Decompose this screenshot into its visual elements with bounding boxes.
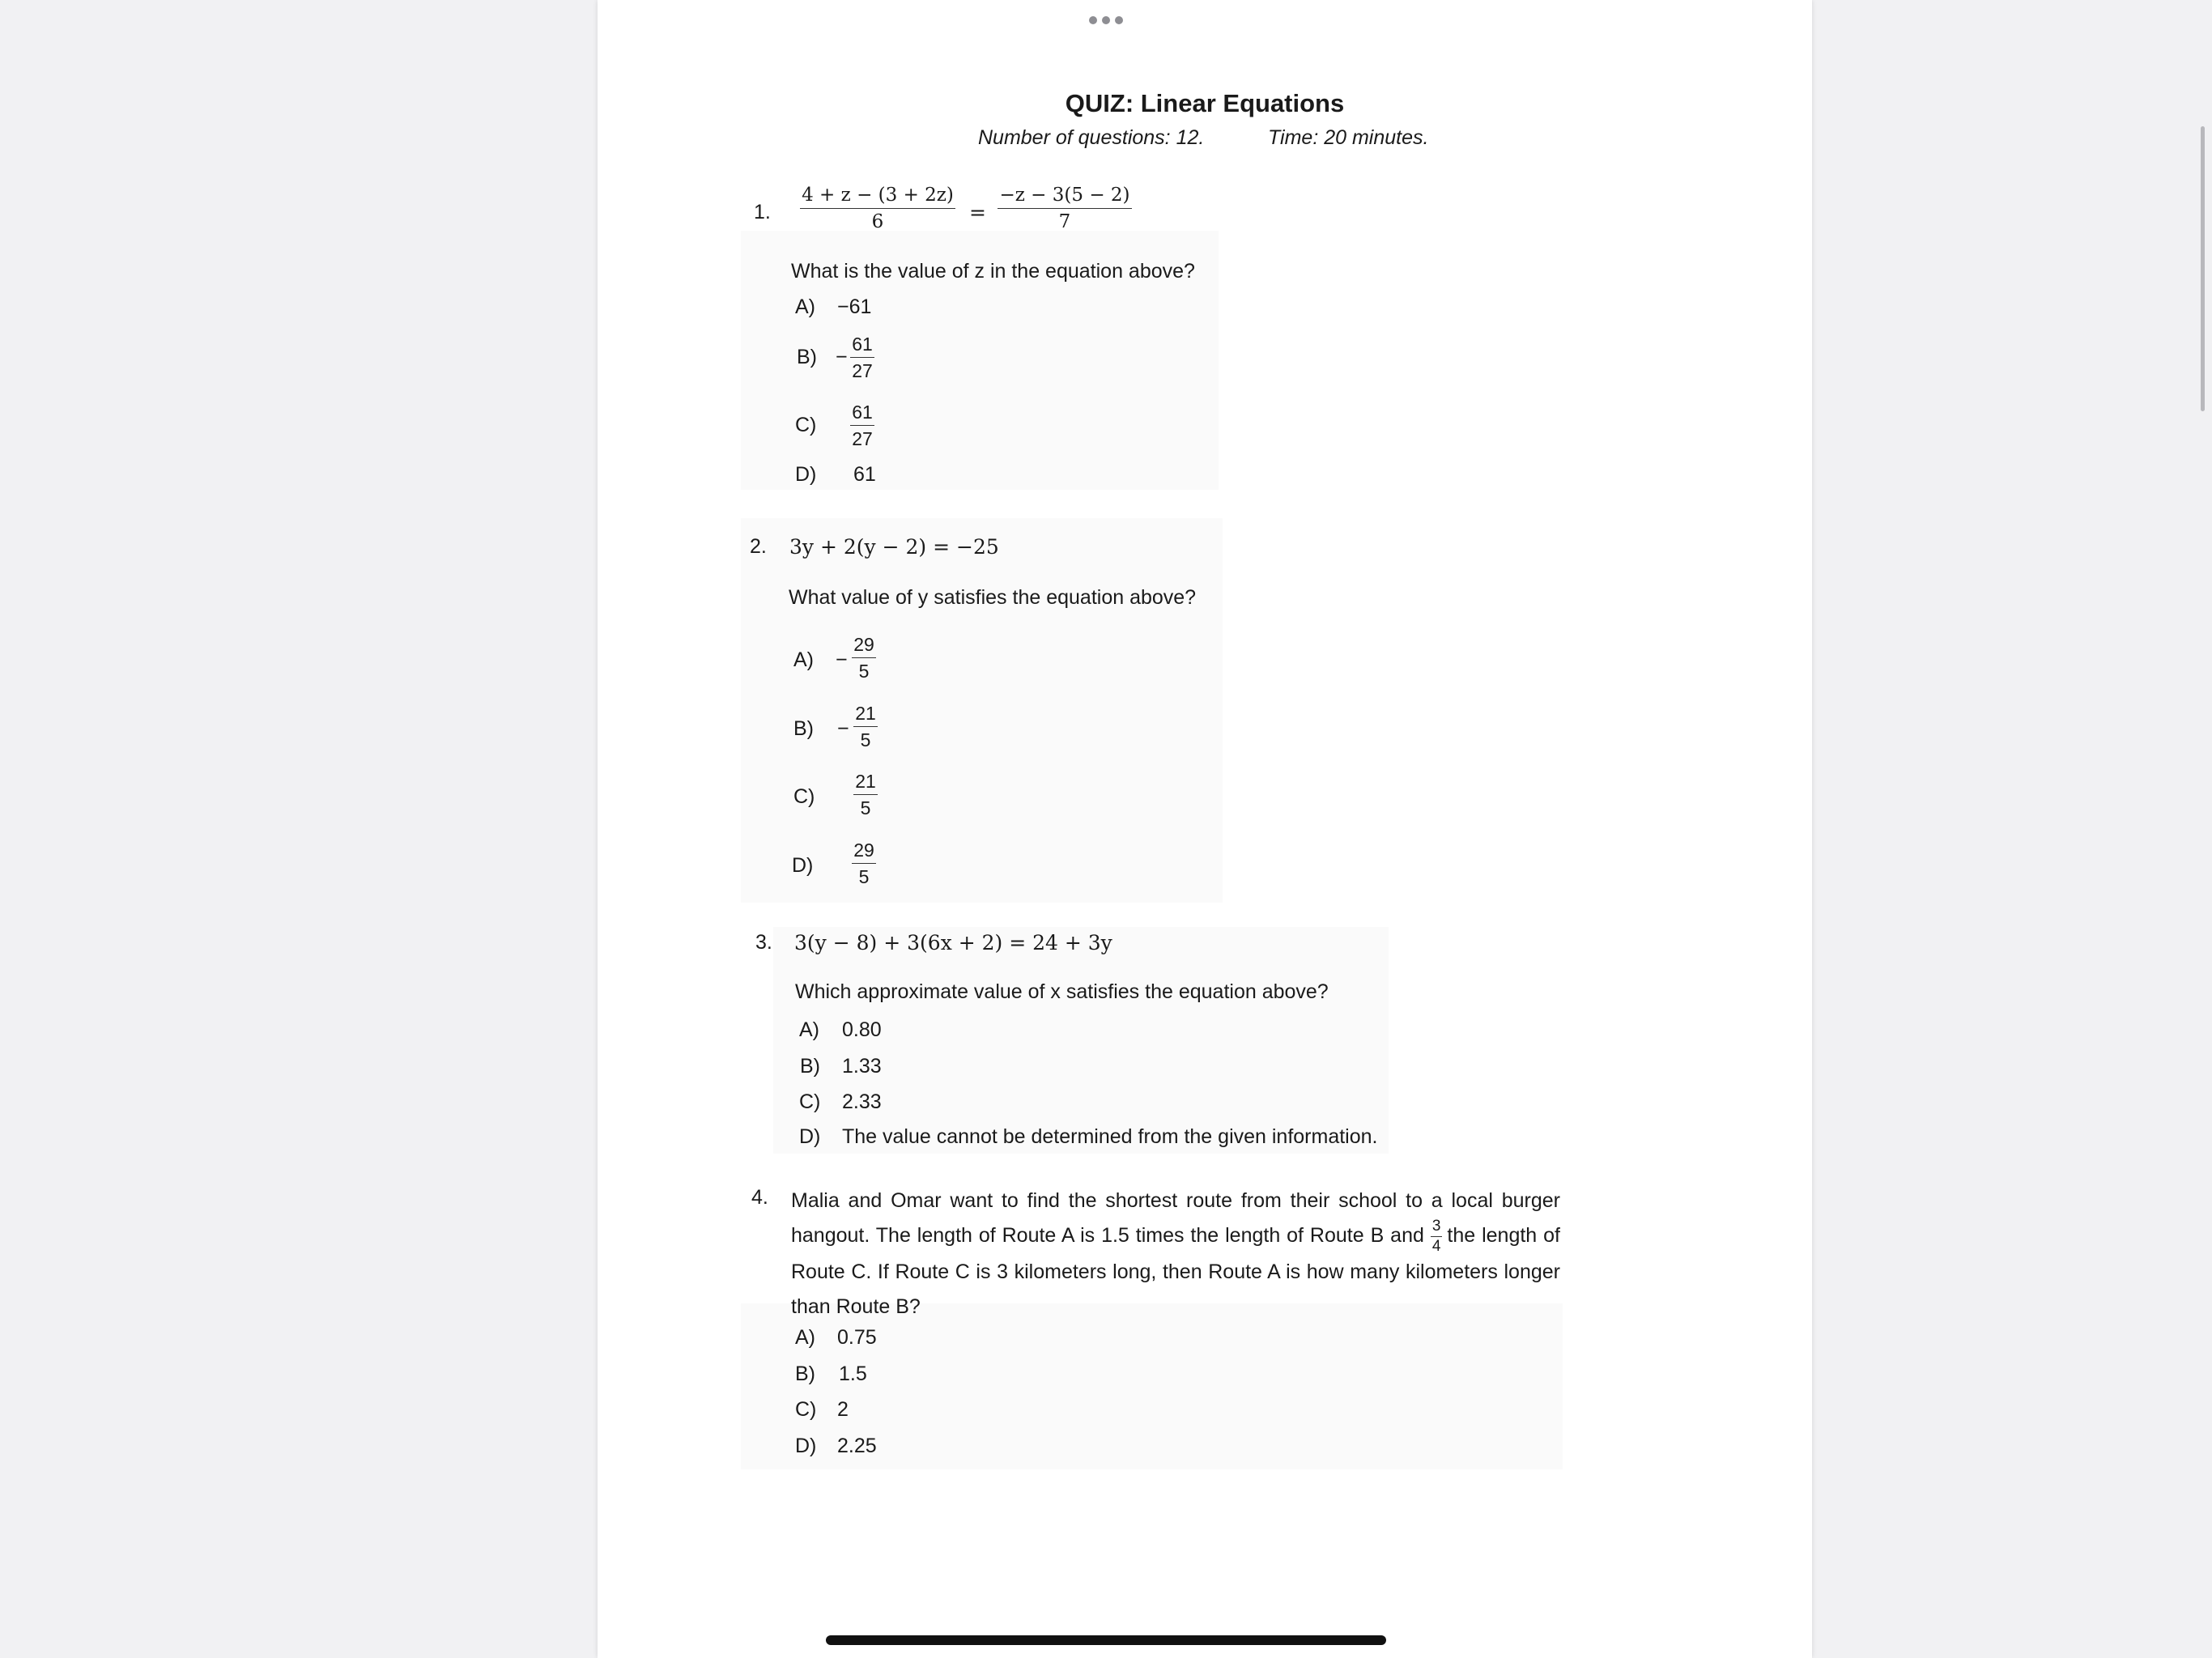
q1-choice-c-denominator: 27 [852,428,873,450]
q1-choice-a-label: A) [795,295,815,318]
q4-paragraph [791,1184,1560,1324]
q1-choice-b-numerator: 61 [850,334,874,358]
q1-choice-d-label: D) [795,463,817,486]
q2-choice-a-fraction [850,634,878,682]
q4-text-part2: the length of Route C. If Route C is 3 kilometers long, then Route A is how many kilometers longer than Route B? [791,1224,1560,1318]
q2-choice-d-fraction [850,840,878,888]
q3-choice-d-value: The value cannot be determined from the given information. [842,1125,1378,1148]
question-count: Number of questions: 12. [978,126,1205,149]
ellipsis-icon[interactable] [1089,16,1123,24]
time-limit: Time: 20 minutes. [1268,126,1429,149]
q4-choice-d-label: D) [795,1435,817,1457]
q3-prompt: Which approximate value of x satisfies the equation above? [795,980,1329,1003]
q3-choice-c-label: C) [799,1090,821,1113]
q4-choice-c-label: C) [795,1398,817,1421]
q2-choice-b-label: B) [793,717,814,740]
q3-equation: 3(y − 8) + 3(6x + 2) = 24 + 3y [794,931,1112,954]
q1-choice-c-label: C) [795,414,817,436]
q4-fraction-denominator: 4 [1431,1237,1441,1255]
q2-prompt: What value of y satisfies the equation above? [789,586,1197,609]
q4-number: 4. [751,1186,768,1209]
q3-choice-b-label: B) [800,1055,820,1078]
q4-choice-b-label: B) [795,1363,815,1385]
q4-choice-d-value: 2.25 [837,1435,877,1457]
q4-choice-a-label: A) [795,1326,815,1349]
q2-choice-a-numerator: 29 [852,634,876,658]
quiz-title: QUIZ: Linear Equations [1065,89,1345,117]
q4-choice-a-value: 0.75 [837,1326,877,1349]
q1-rhs-numerator: −z − 3(5 − 2) [998,185,1131,209]
q3-choice-c-value: 2.33 [842,1090,882,1113]
vertical-scrollbar[interactable] [2201,126,2205,411]
q2-choice-b-numerator: 21 [853,703,878,727]
q2-scan-region [741,518,1223,903]
q2-choice-d-label: D) [792,854,814,877]
q1-rhs-fraction [996,185,1134,233]
q3-number: 3. [755,931,772,954]
q1-choice-b-label: B) [797,346,817,368]
q2-choice-c-fraction [852,771,879,819]
q4-text-part1: Malia and Omar want to find the shortest route from their school to a local burger hangout. The length of Route A is 1.5 times the length of Route B and [791,1189,1560,1248]
q2-choice-c-numerator: 21 [853,771,878,795]
q1-number: 1. [754,201,771,223]
q4-fraction-numerator: 3 [1431,1218,1443,1237]
q1-choice-b-sign: − [836,346,848,368]
q1-rhs-denominator: 7 [1058,211,1071,233]
q1-choice-b-denominator: 27 [852,360,873,382]
q2-choice-c-denominator: 5 [860,797,871,819]
q2-choice-b-fraction [852,703,879,751]
q1-choice-b-fraction [849,334,876,382]
q2-choice-b-sign: − [837,717,849,740]
q1-lhs-numerator: 4 + z − (3 + 2z) [800,185,955,209]
q4-choice-c-value: 2 [837,1398,849,1421]
q2-choice-c-label: C) [793,785,815,808]
q1-lhs-fraction [793,185,962,233]
q2-choice-d-numerator: 29 [852,840,876,864]
q2-number: 2. [750,535,767,558]
q1-prompt: What is the value of z in the equation above? [791,260,1195,283]
q1-lhs-denominator: 6 [871,211,884,233]
q3-choice-a-value: 0.80 [842,1018,882,1041]
q2-choice-a-sign: − [836,648,848,671]
q1-choice-c-fraction [849,402,876,450]
q1-choice-d-value: 61 [853,463,876,486]
q1-equals: = [969,201,986,224]
q2-choice-b-denominator: 5 [860,729,871,751]
q1-choice-a-value: −61 [837,295,872,318]
q3-choice-b-value: 1.33 [842,1055,882,1078]
q3-choice-a-label: A) [799,1018,819,1041]
home-indicator[interactable] [826,1635,1386,1645]
q2-equation: 3y + 2(y − 2) = −25 [789,535,999,559]
q2-choice-a-label: A) [793,648,814,671]
q4-inline-fraction [1431,1218,1443,1255]
q2-choice-a-denominator: 5 [858,661,870,682]
q2-choice-d-denominator: 5 [858,866,870,888]
q4-choice-b-value: 1.5 [839,1363,867,1385]
q3-choice-d-label: D) [799,1125,821,1148]
q1-choice-c-numerator: 61 [850,402,874,426]
